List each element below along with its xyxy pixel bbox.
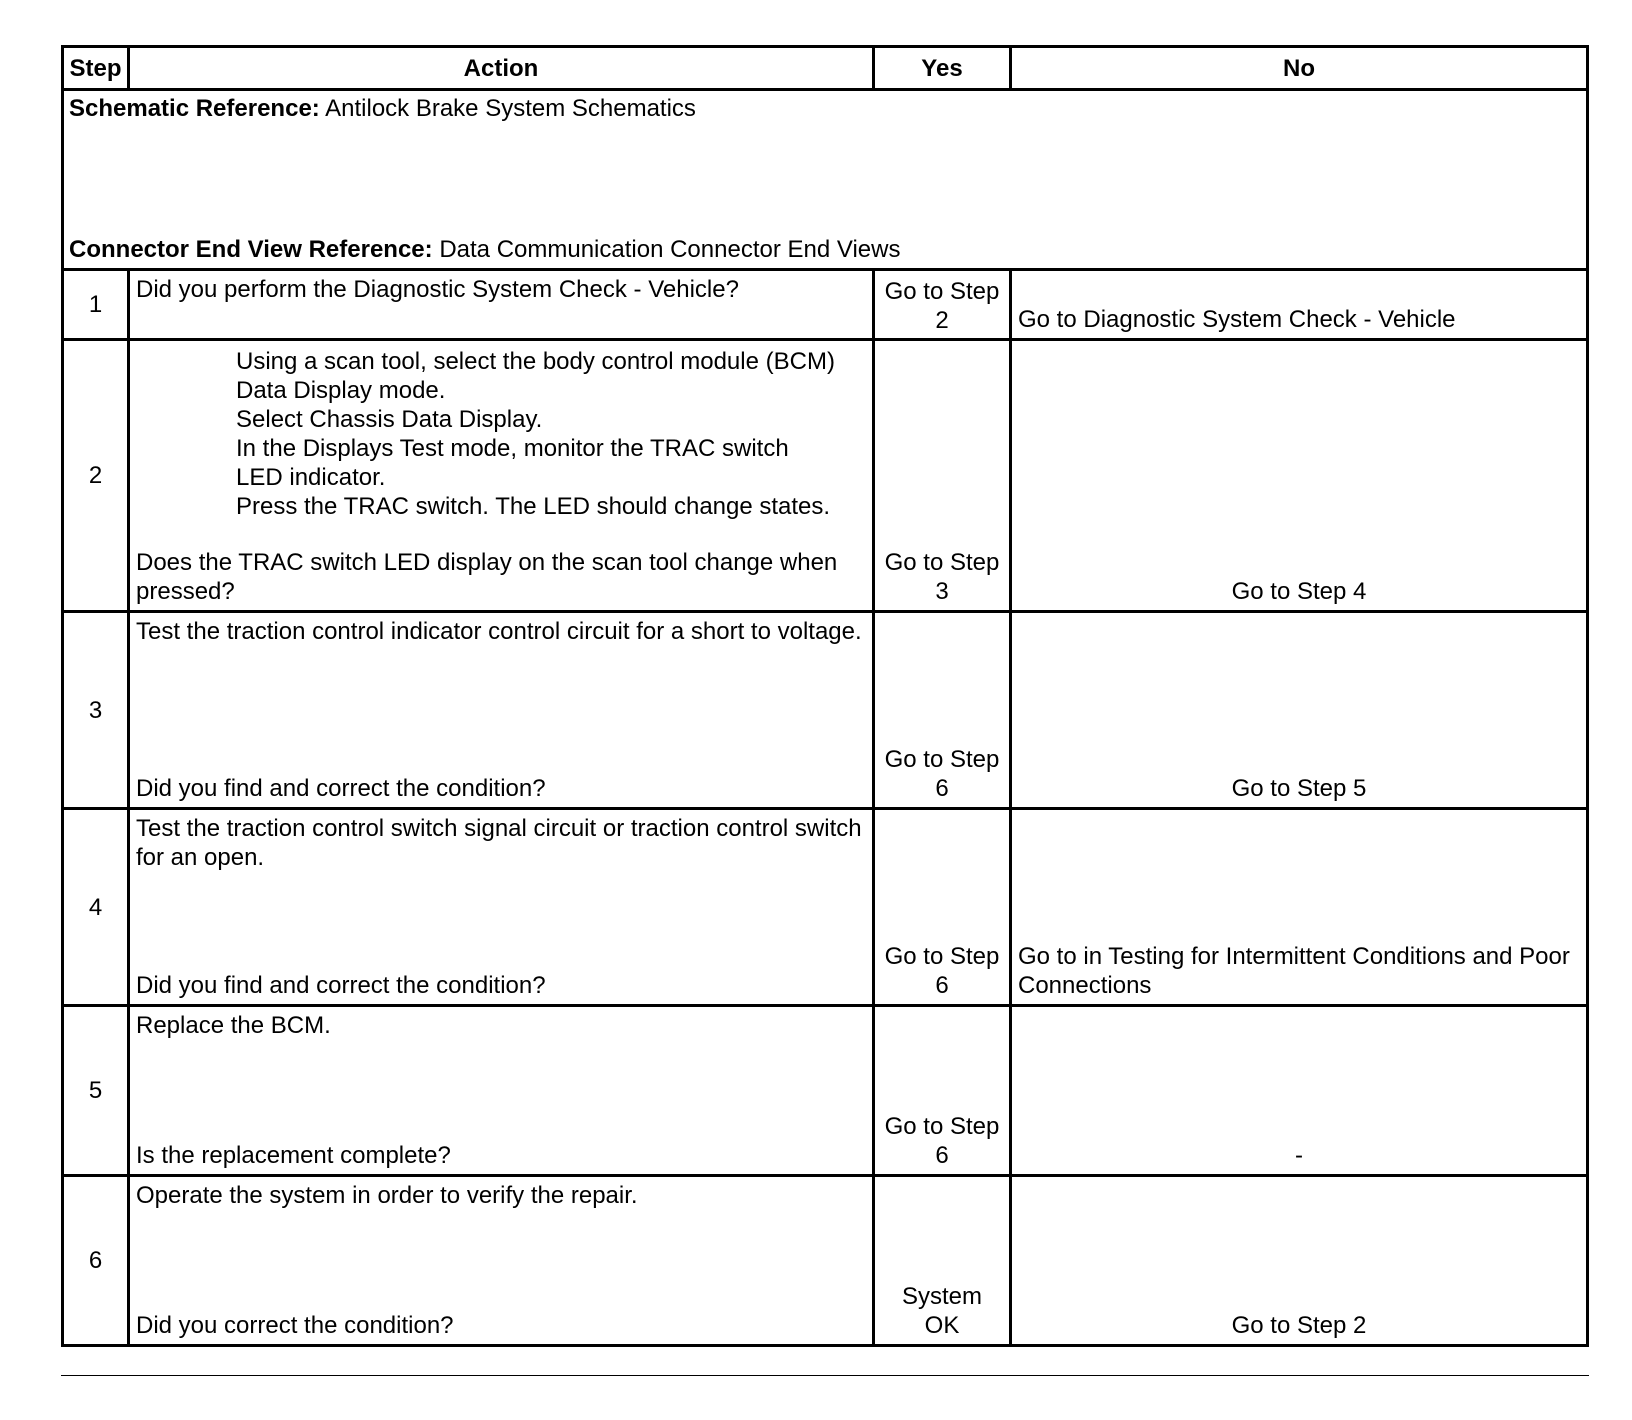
action-question: Did you find and correct the condition? (136, 972, 546, 999)
connector-reference-value: Data Communication Connector End Views (439, 236, 901, 263)
action-text: Test the traction control indicator control circuit for a short to voltage. (136, 618, 862, 645)
action-text: Operate the system in order to verify the repair. (136, 1182, 638, 1209)
yes-line-1: Go to Step (884, 746, 1000, 773)
no-text: - (1295, 1142, 1303, 1169)
yes-text (875, 1112, 1009, 1170)
step-action (130, 1177, 875, 1344)
step-yes (875, 613, 1012, 807)
action-question: Did you correct the condition? (136, 1312, 454, 1339)
header-no: No (1283, 54, 1315, 82)
schematic-reference-label: Schematic Reference: (69, 95, 320, 122)
step-number: 6 (64, 1177, 130, 1344)
schematic-reference (69, 95, 696, 123)
yes-line-2: 2 (935, 307, 949, 334)
step-yes (875, 1007, 1012, 1174)
no-text: Go to Step 2 (1231, 1312, 1367, 1339)
yes-line-2: 6 (935, 1142, 949, 1169)
yes-text (875, 548, 1009, 606)
substep: Data Display mode. (236, 377, 446, 404)
yes-line-2: OK (924, 1312, 960, 1339)
yes-line-2: 6 (935, 775, 949, 802)
step-no (1012, 1177, 1586, 1344)
step-number: 1 (64, 271, 130, 338)
step-action (130, 613, 875, 807)
action-question: Does the TRAC switch LED display on the scan tool change when pressed? (136, 549, 838, 605)
step-action (130, 1007, 875, 1174)
step-action (130, 810, 875, 1004)
step-number: 5 (64, 1007, 130, 1174)
no-text: Go to Step 5 (1231, 775, 1367, 802)
step-yes (875, 810, 1012, 1004)
step-row-4 (64, 807, 1586, 1004)
action-text: Replace the BCM. (136, 1012, 331, 1039)
no-text: Go to in Testing for Intermittent Conditions and Poor Connections (1018, 943, 1570, 999)
yes-line-1: System (901, 1283, 982, 1310)
schematic-reference-value: Antilock Brake System Schematics (325, 95, 696, 122)
step-action (130, 271, 875, 338)
step-no (1012, 810, 1586, 1004)
table-header-row (64, 48, 1586, 88)
yes-line-1: Go to Step (884, 943, 1000, 970)
action-text: Did you perform the Diagnostic System Check - Vehicle? (136, 276, 739, 303)
diagnostic-table (61, 45, 1589, 1347)
references-row (64, 88, 1586, 271)
step-no (1012, 1007, 1586, 1174)
header-action: Action (130, 48, 875, 88)
action-question: Did you find and correct the condition? (136, 775, 546, 802)
action-question: Is the replacement complete? (136, 1142, 451, 1169)
yes-line-1: Go to Step (884, 278, 1000, 305)
step-action (130, 341, 875, 610)
step-number: 2 (64, 341, 130, 610)
step-row-1 (64, 271, 1586, 338)
yes-text (875, 277, 1009, 335)
connector-reference-label: Connector End View Reference: (69, 236, 433, 263)
step-number: 4 (64, 810, 130, 1004)
substep: Select Chassis Data Display. (236, 406, 543, 433)
step-yes (875, 341, 1012, 610)
yes-text (875, 942, 1009, 1000)
substep: In the Displays Test mode, monitor the TRAC switch (236, 435, 789, 462)
header-yes: Yes (875, 48, 1012, 88)
yes-line-2: 3 (935, 578, 949, 605)
step-row-3 (64, 610, 1586, 807)
action-text: Test the traction control switch signal circuit or traction control switch for an open. (136, 815, 862, 871)
yes-line-1: Go to Step (884, 1113, 1000, 1140)
step-number: 3 (64, 613, 130, 807)
step-no (1012, 271, 1586, 338)
step-yes (875, 1177, 1012, 1344)
no-text: Go to Step 4 (1231, 578, 1367, 605)
action-substeps (136, 347, 866, 521)
substep: Using a scan tool, select the body control module (BCM) (236, 348, 835, 375)
bottom-rule (61, 1375, 1589, 1376)
step-no (1012, 613, 1586, 807)
connector-reference (69, 236, 900, 264)
step-yes (875, 271, 1012, 338)
yes-line-2: 6 (935, 972, 949, 999)
yes-text (875, 1282, 1009, 1340)
substep: Press the TRAC switch. The LED should change states. (236, 493, 831, 520)
header-step: Step (64, 48, 130, 88)
step-row-6 (64, 1174, 1586, 1344)
yes-text (875, 745, 1009, 803)
step-row-5 (64, 1004, 1586, 1174)
step-row-2 (64, 338, 1586, 610)
no-text: Go to Diagnostic System Check - Vehicle (1018, 306, 1456, 333)
substep: LED indicator. (236, 464, 386, 491)
yes-line-1: Go to Step (884, 549, 1000, 576)
step-no (1012, 341, 1586, 610)
